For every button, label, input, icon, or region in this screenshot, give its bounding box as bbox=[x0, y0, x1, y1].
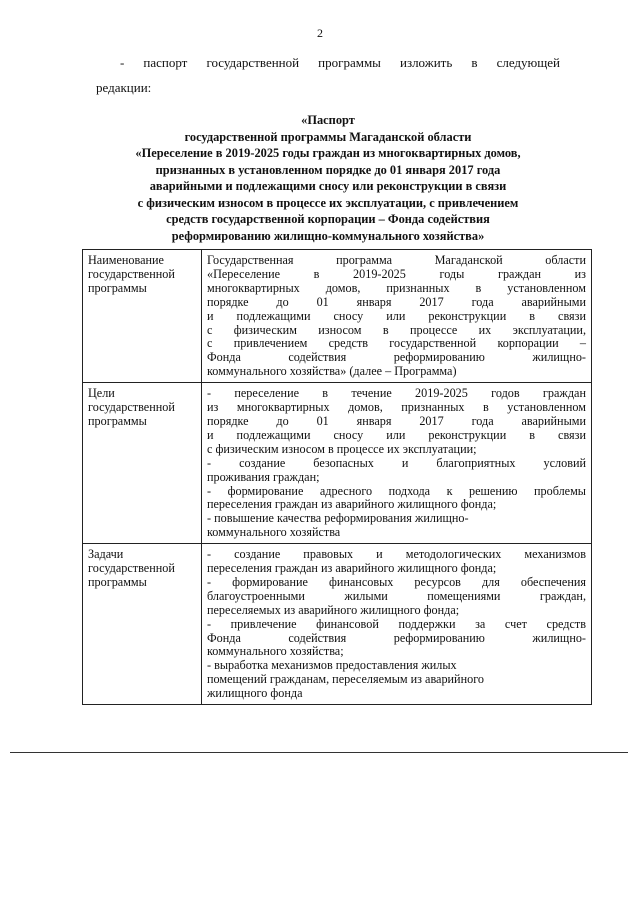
row-value-line: жилищного фонда bbox=[207, 686, 303, 701]
row-value-line: из многоквартирных домов, признанных в установленном bbox=[207, 400, 586, 415]
row-value-cell bbox=[202, 250, 592, 383]
row-value-line: переселяемых из аварийного жилищного фонда; bbox=[207, 602, 460, 617]
row-value-line: и подлежащими сносу или реконструкции в связи bbox=[207, 427, 586, 442]
row-value-line: - формирование финансовых ресурсов для обеспечения bbox=[207, 574, 586, 589]
row-label-line: программы bbox=[88, 280, 147, 295]
intro-line: - паспорт государственной программы изложить в следующей bbox=[120, 55, 560, 70]
bottom-divider bbox=[10, 752, 628, 753]
row-value-line: - переселение в течение 2019-2025 годов граждан bbox=[207, 386, 586, 401]
row-value-line: Государственная программа Магаданской области bbox=[207, 253, 586, 267]
row-value-line: благоустроенными жилыми помещениями граждан, bbox=[207, 588, 586, 603]
row-value-line: с физическим износом в процессе их эксплуатации, bbox=[207, 322, 586, 337]
row-value-line: Фонда содействия реформированию жилищно- bbox=[207, 350, 586, 365]
row-label-cell bbox=[83, 250, 202, 383]
row-value-line: Фонда содействия реформированию жилищно- bbox=[207, 630, 586, 645]
title-line: с физическим износом в процессе их эксплуатации, с привлечением bbox=[137, 195, 519, 210]
row-value-line: переселения граждан из аварийного жилищного фонда; bbox=[207, 497, 497, 512]
title-line: признанных в установленном порядке до 01 января 2017 года bbox=[155, 162, 501, 177]
passport-title bbox=[80, 112, 576, 244]
row-label-cell bbox=[83, 383, 202, 544]
row-value-line: порядке до 01 января 2017 года аварийными bbox=[207, 294, 586, 309]
row-value-line: - создание безопасных и благоприятных условий bbox=[207, 455, 586, 470]
row-value-line: коммунального хозяйства» (далее – Программа) bbox=[207, 364, 457, 379]
row-value-line: многоквартирных домов, признанных в установленном bbox=[207, 280, 586, 295]
row-value-line: - выработка механизмов предоставления жилых bbox=[207, 658, 457, 673]
row-label-cell bbox=[83, 544, 202, 705]
table-row bbox=[83, 250, 592, 383]
row-value-line: переселения граждан из аварийного жилищного фонда; bbox=[207, 561, 497, 576]
row-value-line: - привлечение финансовой поддержки за счет средств bbox=[207, 616, 586, 631]
table-row bbox=[83, 544, 592, 705]
title-line: государственной программы Магаданской области bbox=[184, 129, 472, 144]
table-row bbox=[83, 383, 592, 544]
row-value-line: с привлечением средств государственной корпорации – bbox=[207, 336, 586, 351]
passport-table bbox=[82, 249, 592, 705]
title-line: «Паспорт bbox=[301, 113, 355, 127]
title-line: «Переселение в 2019-2025 годы граждан из многоквартирных домов, bbox=[135, 146, 521, 160]
row-label-line: Задачи bbox=[88, 547, 124, 562]
row-value-line: коммунального хозяйства bbox=[207, 525, 341, 540]
page-number: 2 bbox=[317, 26, 323, 40]
row-value-line: с физическим износом в процессе их эксплуатации; bbox=[207, 441, 477, 456]
title-line: реформированию жилищно-коммунального хозяйства» bbox=[171, 228, 485, 243]
row-value-line: - формирование адресного подхода к решению проблемы bbox=[207, 483, 586, 498]
row-value-line: и подлежащими сносу или реконструкции в связи bbox=[207, 308, 586, 323]
row-value-line: помещений гражданам, переселяемым из аварийного bbox=[207, 672, 484, 687]
row-label-line: государственной bbox=[88, 400, 175, 415]
intro-paragraph bbox=[96, 50, 560, 100]
row-value-line: коммунального хозяйства; bbox=[207, 644, 344, 659]
row-value-line: проживания граждан; bbox=[207, 469, 320, 484]
row-label-line: программы bbox=[88, 574, 147, 589]
intro-line: редакции: bbox=[96, 80, 152, 95]
row-value-cell bbox=[202, 383, 592, 544]
title-line: средств государственной корпорации – Фонда содействия bbox=[166, 212, 490, 226]
row-label-line: Наименование bbox=[88, 253, 164, 267]
row-value-line: - создание правовых и методологических механизмов bbox=[207, 547, 586, 562]
row-label-line: государственной bbox=[88, 561, 175, 576]
row-label-line: Цели bbox=[88, 386, 115, 401]
row-value-line: - повышение качества реформирования жилищно- bbox=[207, 511, 469, 526]
row-value-line: «Переселение в 2019-2025 годы граждан из bbox=[207, 266, 586, 281]
row-value-line: порядке до 01 января 2017 года аварийными bbox=[207, 413, 586, 428]
row-label-line: государственной bbox=[88, 266, 175, 281]
row-label-line: программы bbox=[88, 413, 147, 428]
title-line: аварийными и подлежащими сносу или реконструкции в связи bbox=[149, 179, 507, 193]
row-value-cell bbox=[202, 544, 592, 705]
